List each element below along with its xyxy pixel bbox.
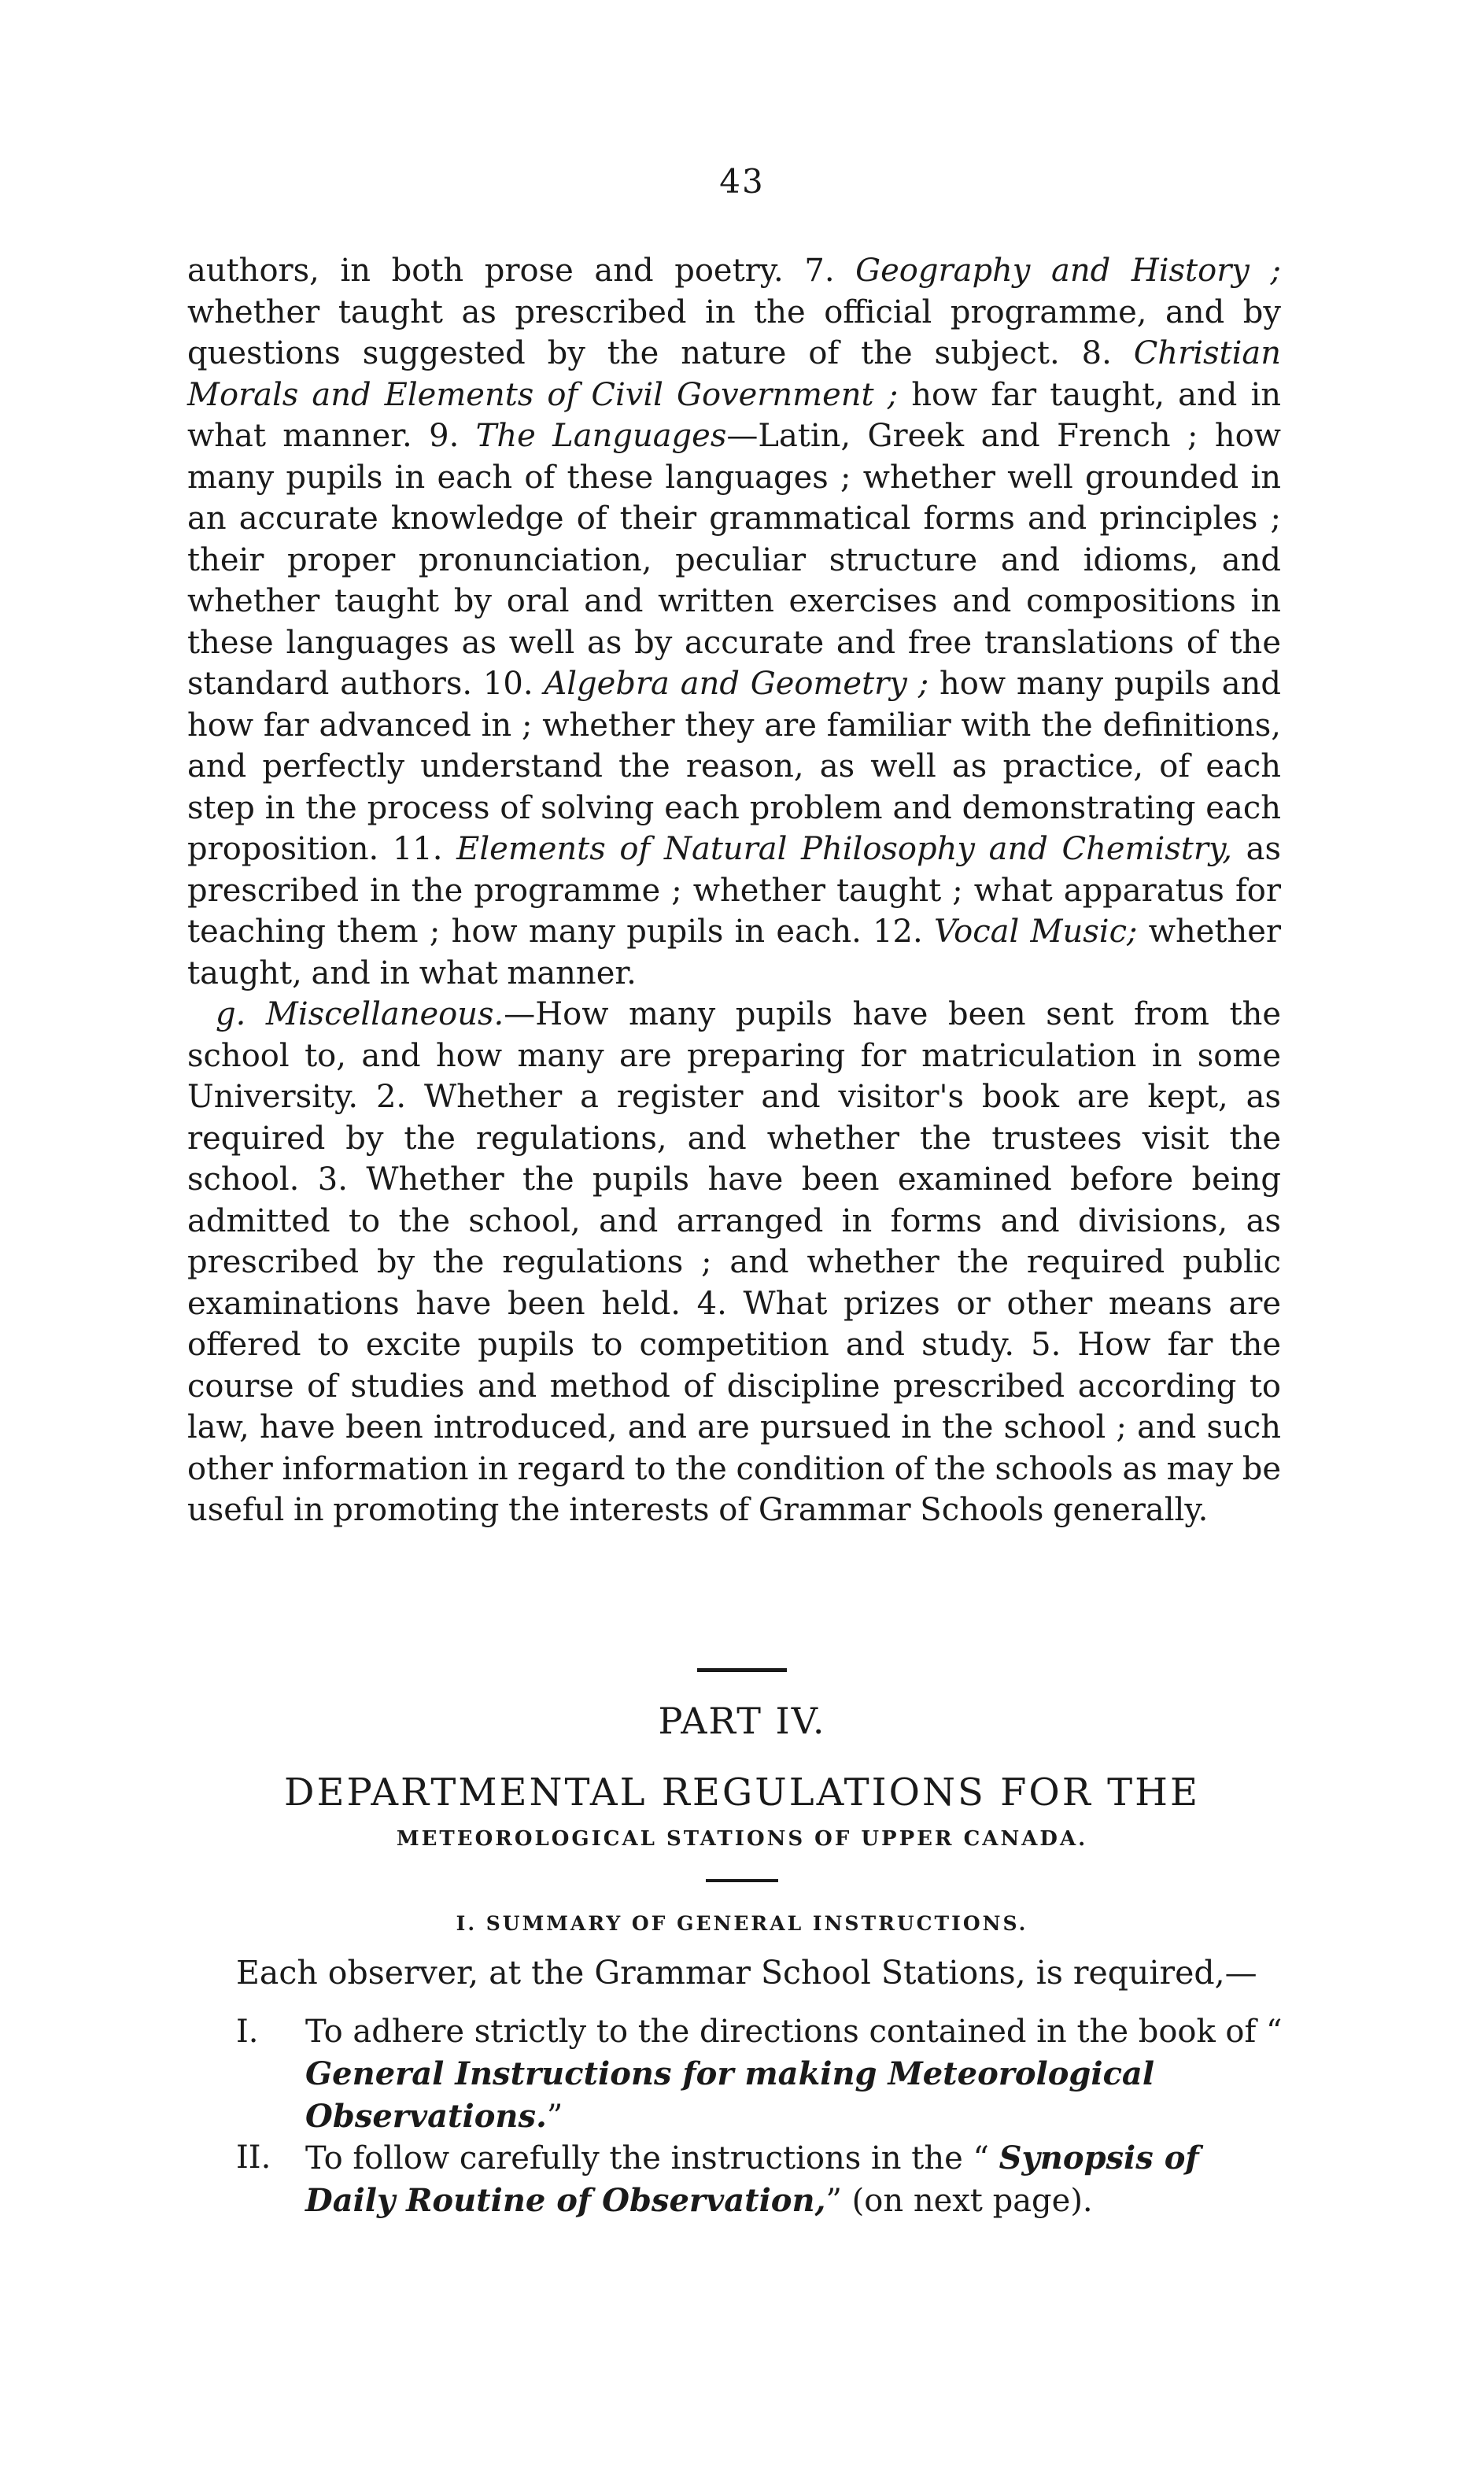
italic-text-run: The Languages xyxy=(475,418,727,454)
summary-heading: I. SUMMARY OF GENERAL INSTRUCTIONS. xyxy=(456,1912,1028,1935)
item-text xyxy=(236,2137,1283,2222)
page-number: 43 xyxy=(719,162,765,201)
item-number: II. xyxy=(236,2140,271,2176)
instruction-item-2 xyxy=(236,2137,1283,2222)
text-run: how many pupils and how far advanced in ; whether they are familiar with the definitions, and perfectly understand the reason, as well as practice, of each step in the process of solving each problem and demonstrating each proposition. 11. xyxy=(187,666,1281,867)
body-text xyxy=(187,250,1281,1531)
part-title: PART IV. xyxy=(658,1700,826,1742)
italic-text-run: General Instructions for making Meteorological Observations. xyxy=(305,2055,1155,2135)
text-run: ” xyxy=(546,2099,563,2135)
italic-text-run: Elements of Natural Philosophy and Chemistry, xyxy=(456,831,1232,867)
text-run: whether taught as prescribed in the official programme, and by questions suggested by the nature of the subject. 8. xyxy=(187,294,1281,371)
italic-text-run: g. Miscellaneous. xyxy=(216,996,504,1032)
italic-text-run: Christian Morals and Elements of Civil Government ; xyxy=(187,335,1281,413)
italic-text-run: Synopsis of Daily Routine of Observation, xyxy=(305,2140,1199,2219)
departmental-subtitle: METEOROLOGICAL STATIONS OF UPPER CANADA. xyxy=(396,1827,1088,1851)
italic-text-run: Geography and History ; xyxy=(855,253,1281,289)
text-run: whether taught, and in what manner. xyxy=(187,914,1282,991)
paragraph-miscellaneous xyxy=(187,994,1281,1531)
instructions-intro: Each observer, at the Grammar School Stations, is required,— xyxy=(236,1954,1257,1992)
text-run: —How many pupils have been sent from the school to, and how many are preparing for matriculation in some University. 2. Whether a register and visitor's book are kept, as required by the regulations, and whether the trustees visit the school. 3. Whether the pupils have been examined before being admitted to the school, and arranged in forms and divisions, as prescribed by the regulations ; and whether the required public examinations have been held. 4. What prizes or other means are offered to excite pupils to competition and study. 5. How far the course of studies and method of discipline prescribed according to law, have been introduced, and are pursued in the school ; and such other information in regard to the condition of the schools as may be useful in promoting the interests of Grammar Schools generally. xyxy=(187,996,1281,1528)
item-text xyxy=(236,2011,1283,2138)
section-rule-top xyxy=(697,1668,787,1672)
italic-text-run: Algebra and Geometry ; xyxy=(544,666,929,702)
text-run: —Latin, Greek and French ; how many pupils in each of these languages ; whether well grounded in an accurate knowledge of their grammatical forms and principles ; their proper pronunciation, peculiar structure and idioms, and whether taught by oral and written exercises and compositions in these languages as well as by accurate and free translations of the standard authors. 10. xyxy=(187,418,1281,702)
text-run: authors, in both prose and poetry. 7. xyxy=(187,253,856,289)
text-run: how far taught, and in what manner. 9. xyxy=(187,376,1281,454)
text-run: To follow carefully the instructions in the “ xyxy=(305,2140,999,2176)
text-run: To adhere strictly to the directions contained in the book of “ xyxy=(305,2014,1283,2050)
section-rule-middle xyxy=(706,1879,778,1882)
text-run: as prescribed in the programme ; whether taught ; what apparatus for teaching them ; how many pupils in each. 12. xyxy=(187,831,1281,950)
text-run: ” (on next page). xyxy=(825,2183,1093,2219)
italic-text-run: Vocal Music; xyxy=(933,914,1138,950)
item-number: I. xyxy=(236,2014,259,2050)
paragraph-curriculum xyxy=(187,250,1281,994)
instruction-item-1 xyxy=(236,2011,1283,2138)
departmental-title: DEPARTMENTAL REGULATIONS FOR THE xyxy=(283,1770,1201,1815)
